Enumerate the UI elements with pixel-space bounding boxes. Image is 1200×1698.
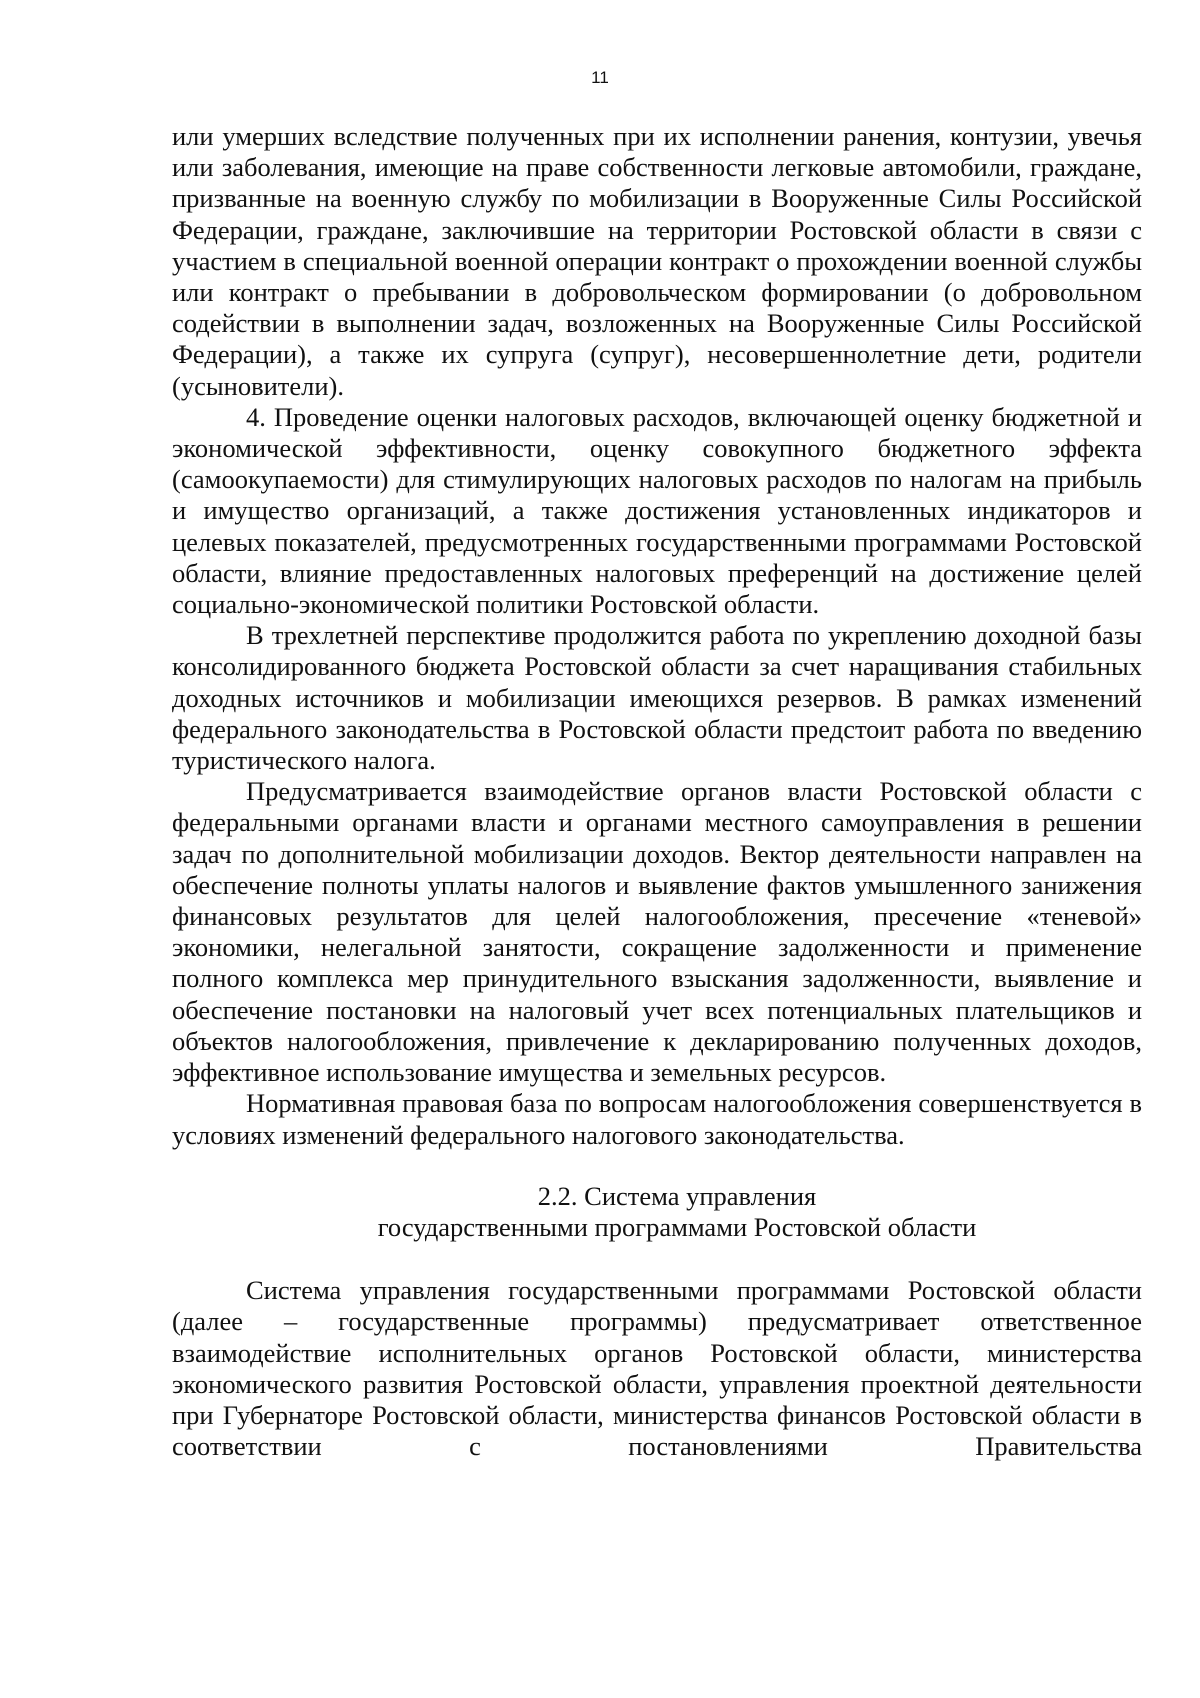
paragraph-program-management-system: Система управления государственными программами Ростовской области (далее – государственные программы) предусматривает ответственное взаимодействие исполнительных органов Ростовской области, министерства экономического развития Ростовской области, управления проектной деятельности при Губернаторе Ростовской области, министерства финансов Ростовской области в соответствии с постановлениями Правительства: [172, 1275, 1142, 1462]
section-heading-line-2: государственными программами Ростовской области: [377, 1211, 977, 1242]
spacer: [172, 1151, 1142, 1181]
paragraph-three-year-outlook: В трехлетней перспективе продолжится работа по укреплению доходной базы консолидированного бюджета Ростовской области за счет наращивания стабильных доходных источников и мобилизации имеющихся резервов. В рамках изменений федерального законодательства в Ростовской области предстоит работа по введению туристического налога.: [172, 620, 1142, 776]
page-number: 11: [591, 68, 609, 87]
paragraph-regulatory-base: Нормативная правовая база по вопросам налогообложения совершенствуется в условиях изменений федерального налогового законодательства.: [172, 1088, 1142, 1150]
paragraph-continuation: или умерших вследствие полученных при их исполнении ранения, контузии, увечья или заболевания, имеющие на праве собственности легковые автомобили, граждане, призванные на военную службу по мобилизации в Вооруженные Силы Российской Федерации, граждане, заключившие на территории Ростовской области в связи с участием в специальной военной операции контракт о прохождении военной службы или контракт о пребывании в добровольческом формировании (о добровольном содействии в выполнении задач, возложенных на Вооруженные Силы Российской Федерации), а также их супруга (супруг), несовершеннолетние дети, родители (усыновители).: [172, 121, 1142, 401]
section-heading: [172, 1181, 1142, 1243]
document-body: [172, 121, 1142, 1462]
paragraph-authorities-cooperation: Предусматривается взаимодействие органов власти Ростовской области с федеральными органами власти и органами местного самоуправления в решении задач по дополнительной мобилизации доходов. Вектор деятельности направлен на обеспечение полноты уплаты налогов и выявление фактов умышленного занижения финансовых результатов для целей налогообложения, пресечение «теневой» экономики, нелегальной занятости, сокращение задолженности и применение полного комплекса мер принудительного взыскания задолженности, выявление и обеспечение постановки на налоговый учет всех потенциальных плательщиков и объектов налогообложения, привлечение к декларированию полученных доходов, эффективное использование имущества и земельных ресурсов.: [172, 776, 1142, 1088]
section-heading-line-1: 2.2. Система управления: [537, 1180, 817, 1211]
paragraph-tax-expenditure-assessment: 4. Проведение оценки налоговых расходов, включающей оценку бюджетной и экономической эффективности, оценку совокупного бюджетного эффекта (самоокупаемости) для стимулирующих налоговых расходов по налогам на прибыль и имущество организаций, а также достижения установленных индикаторов и целевых показателей, предусмотренных государственными программами Ростовской области, влияние предоставленных налоговых преференций на достижение целей социально-экономической политики Ростовской области.: [172, 401, 1142, 620]
spacer: [172, 1243, 1142, 1275]
